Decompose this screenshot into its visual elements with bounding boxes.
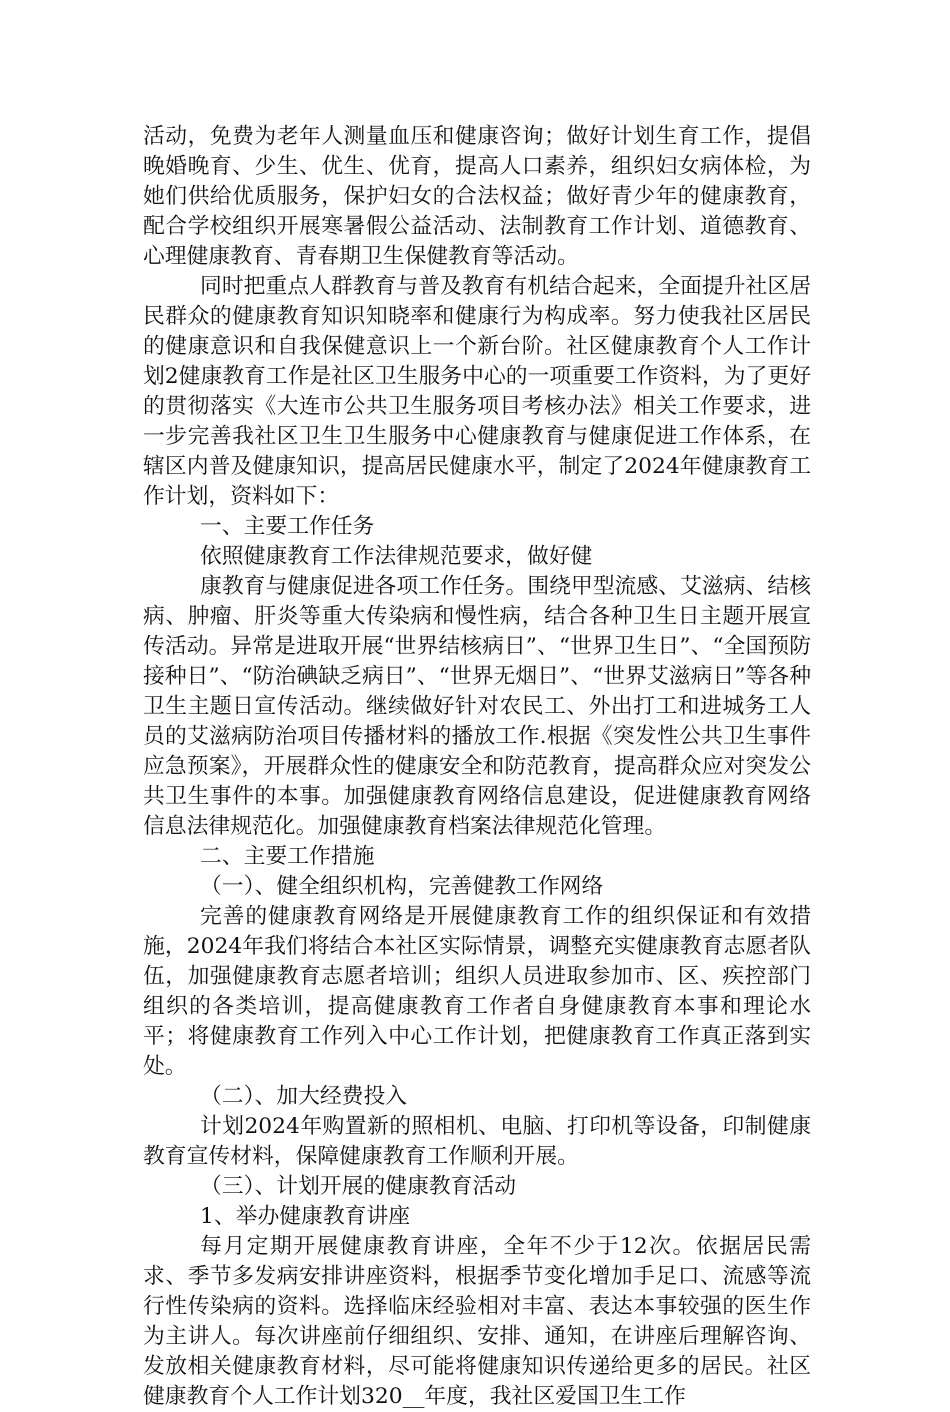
subheading-organization: （一）、健全组织机构，完善健教工作网络 [200,874,604,899]
paragraph-combined-education: 同时把重点人群教育与普及教育有机结合起来，全面提升社区居民群众的健康教育知识知晓率和健康行为构成率。努力使我社区居民的健康意识和自我保健意识上一个新台阶。社区健康教育个人工作计划2健康教育工作是社区卫生服务中心的一项重要工作资料，为了更好的贯彻落实《大连市公共卫生服务项目考核办法》相关工作要求，进一步完善我社区卫生卫生服务中心健康教育与健康促进工作体系，在辖区内普及健康知识，提高居民健康水平，制定了2024年健康教育工作计划，资料如下： [143,274,811,509]
document-body [143,122,811,1412]
paragraph-task-intro: 依照健康教育工作法律规范要求，做好健 [200,544,593,569]
subheading-lectures: 1、举办健康教育讲座 [200,1204,411,1229]
paragraph-lectures: 每月定期开展健康教育讲座，全年不少于12次。依据居民需求、季节多发病安排讲座资料，根据季节变化增加手足口、流感等流行性传染病的资料。选择临床经验相对丰富、表达本事较强的医生作为主讲人。每次讲座前仔细组织、安排、通知，在讲座后理解咨询、发放相关健康教育材料，尽可能将健康知识传递给更多的居民。社区健康教育个人工作计划320__年度，我社区爱国卫生工作 [143,1234,811,1409]
paragraph-equipment: 计划2024年购置新的照相机、电脑、打印机等设备，印制健康教育宣传材料，保障健康教育工作顺利开展。 [143,1114,811,1169]
heading-main-measures: 二、主要工作措施 [200,844,375,869]
paragraph-health-activities: 活动，免费为老年人测量血压和健康咨询；做好计划生育工作，提倡晚婚晚育、少生、优生、优育，提高人口素养，组织妇女病体检，为她们供给优质服务，保护妇女的合法权益；做好青少年的健康教育，配合学校组织开展寒暑假公益活动、法制教育工作计划、道德教育、心理健康教育、青春期卫生保健教育等活动。 [143,124,811,269]
paragraph-task-details: 康教育与健康促进各项工作任务。围绕甲型流感、艾滋病、结核病、肿瘤、肝炎等重大传染病和慢性病，结合各种卫生日主题开展宣传活动。异常是进取开展“世界结核病日”、“世界卫生日”、“全国预防接种日”、“防治碘缺乏病日”、“世界无烟日”、“世界艾滋病日”等各种卫生主题日宣传活动。继续做好针对农民工、外出打工和进城务工人员的艾滋病防治项目传播材料的播放工作.根据《突发性公共卫生事件应急预案》，开展群众性的健康安全和防范教育，提高群众应对突发公共卫生事件的本事。加强健康教育网络信息建设，促进健康教育网络信息法律规范化。加强健康教育档案法律规范化管理。 [143,574,811,839]
heading-main-tasks: 一、主要工作任务 [200,514,375,539]
paragraph-network: 完善的健康教育网络是开展健康教育工作的组织保证和有效措施，2024年我们将结合本社区实际情景，调整充实健康教育志愿者队伍，加强健康教育志愿者培训；组织人员进取参加市、区、疾控部门组织的各类培训，提高健康教育工作者自身健康教育本事和理论水平；将健康教育工作列入中心工作计划，把健康教育工作真正落到实处。 [143,904,811,1079]
subheading-funding: （二）、加大经费投入 [200,1084,408,1109]
subheading-activities: （三）、计划开展的健康教育活动 [200,1174,517,1199]
